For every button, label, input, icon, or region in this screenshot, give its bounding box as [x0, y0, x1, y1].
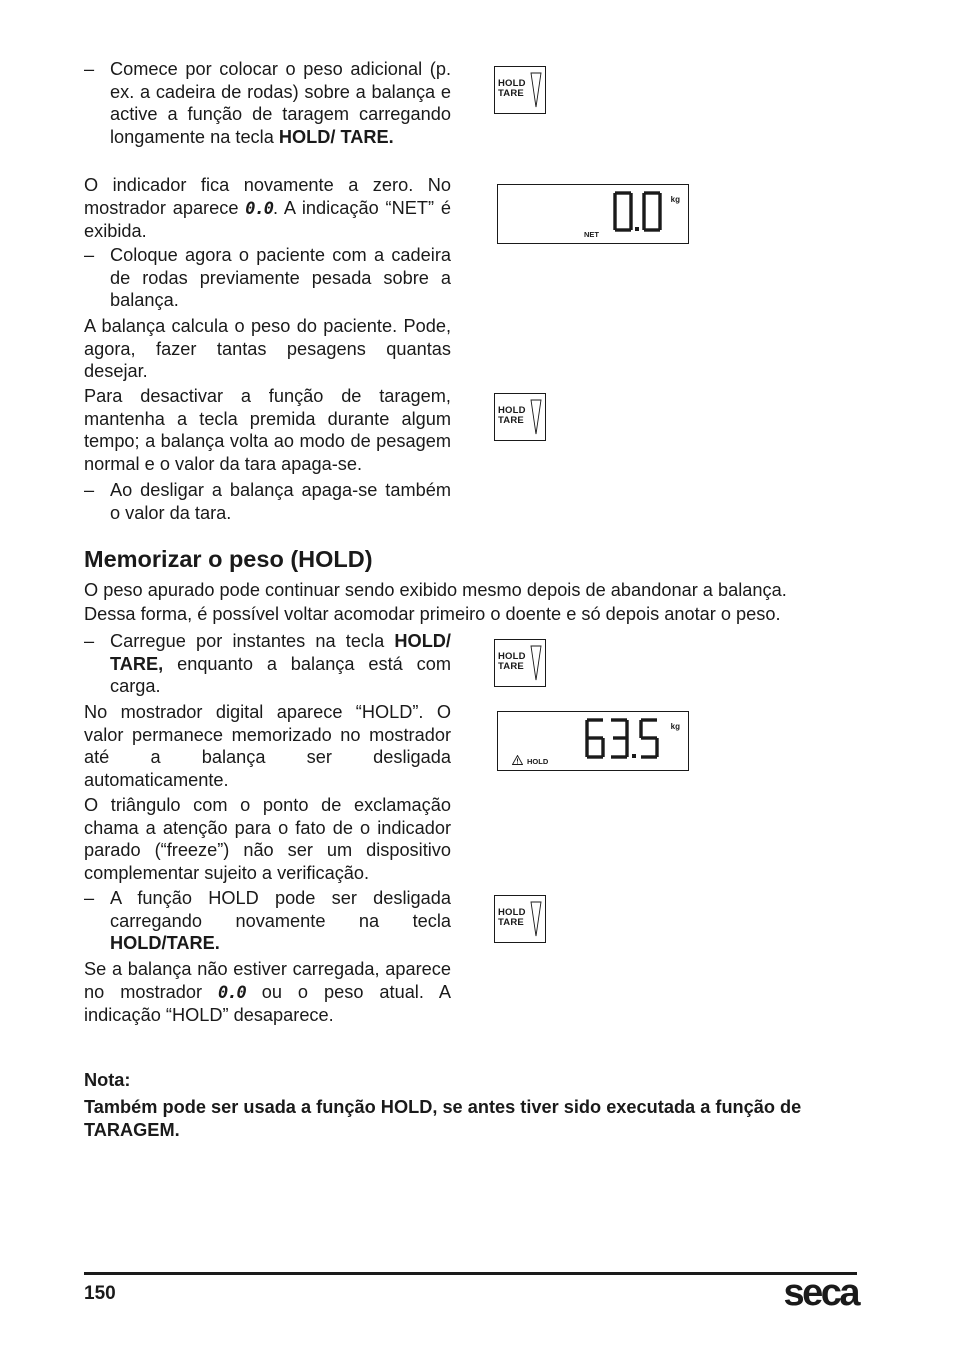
key-arrow-icon	[530, 900, 542, 938]
bullet-hold-off	[84, 887, 451, 955]
display-hold	[497, 711, 689, 771]
paragraph-triangle: O triângulo com o ponto de exclamação chama a atenção para o fato de o indicador parado (“freeze”) não ser um dispositivo complementar sujeito a verificação.	[84, 795, 451, 883]
dash: –	[84, 480, 95, 500]
key-label-hold: HOLD	[498, 405, 526, 416]
key-label-tare: TARE	[498, 88, 524, 99]
bullet-tare-activate	[84, 58, 451, 148]
hold-tare-key	[494, 639, 546, 687]
footer-rule	[84, 1272, 857, 1275]
key-arrow-icon	[530, 644, 542, 682]
paragraph-deactivate: Para desactivar a função de taragem, mantenha a tecla premida durante algum tempo; a balança volta ao modo de pesagem normal e o valor da tara apaga-se.	[84, 386, 451, 474]
bullet-text: Coloque agora o paciente com a cadeira de rodas previamente pesada sobre a balança.	[110, 245, 451, 311]
intro-line-2: Dessa forma, é possível voltar acomodar primeiro o doente e só depois anotar o peso.	[84, 604, 781, 624]
key-label-tare: TARE	[498, 917, 524, 928]
section-heading: Memorizar o peso (HOLD)	[84, 546, 373, 572]
paragraph-text: O indicador fica novamente a zero. No mostrador aparece	[84, 175, 451, 218]
digits-value	[610, 187, 670, 237]
key-label-hold: HOLD	[498, 651, 526, 662]
unit-label: kg	[670, 195, 680, 204]
bullet-place-patient	[84, 244, 451, 312]
bullet-text: Comece por colocar o peso adicional (p. ex. a cadeira de rodas) sobre a balança e active a função de taragem carregando longamente na tecla	[110, 59, 451, 147]
note-label: Nota:	[84, 1070, 131, 1090]
segment-value: 0.0	[245, 198, 273, 219]
note-text: Também pode ser usada a função HOLD, se antes tiver sido executada a função de TARAGEM.	[84, 1097, 802, 1140]
key-arrow-icon	[530, 398, 542, 436]
paragraph-text: . A indicação “NET” é exibida.	[84, 197, 451, 242]
hold-indicator: HOLD	[527, 757, 549, 766]
bullet-press-hold	[84, 630, 451, 698]
key-label-tare: TARE	[498, 661, 524, 672]
key-arrow-icon	[530, 71, 542, 109]
warning-triangle-icon	[512, 755, 523, 765]
bullet-text: enquanto a balança está com carga.	[110, 653, 451, 697]
paragraph-calculate: A balança calcula o peso do paciente. Pode, agora, fazer tantas pesagens quantas desejar.	[84, 316, 451, 382]
digits-value	[582, 714, 672, 764]
key-label-hold: HOLD	[498, 78, 526, 89]
bullet-text: A função HOLD pode ser desligada carregando novamente na tecla	[110, 888, 451, 931]
hold-tare-key	[494, 895, 546, 943]
key-name: HOLD/TARE.	[110, 933, 220, 954]
key-name: HOLD/ TARE.	[278, 126, 394, 147]
dash: –	[84, 245, 95, 265]
brand-logo: seca	[783, 1272, 858, 1314]
unit-label: kg	[670, 722, 680, 731]
paragraph-text: Se a balança não estiver carregada, aparece no mostrador	[84, 959, 451, 1002]
paragraph-not-loaded	[84, 958, 451, 1027]
paragraph-text: ou o peso atual. A indicação “HOLD” desaparece.	[84, 981, 451, 1026]
key-name: HOLD/ TARE,	[110, 631, 451, 674]
paragraph-hold-shown: No mostrador digital aparece “HOLD”. O valor permanece memorizado no mostrador até a balança ser desligada automaticamente.	[84, 702, 451, 790]
dash: –	[84, 631, 95, 651]
key-label-hold: HOLD	[498, 907, 526, 918]
dash: –	[84, 59, 95, 79]
paragraph-zero	[84, 174, 451, 243]
intro-line-1: O peso apurado pode continuar sendo exibido mesmo depois de abandonar a balança.	[84, 580, 787, 600]
dash: –	[84, 888, 95, 908]
net-indicator: NET	[584, 230, 599, 239]
bullet-text: Ao desligar a balança apaga-se também o valor da tara.	[110, 480, 451, 523]
page-number: 150	[84, 1283, 116, 1304]
display-net	[497, 184, 689, 244]
segment-value: 0.0	[218, 982, 246, 1003]
bullet-switch-off	[84, 479, 451, 524]
hold-tare-key	[494, 393, 546, 441]
bullet-text: Carregue por instantes na tecla	[110, 631, 395, 651]
key-label-tare: TARE	[498, 415, 524, 426]
hold-tare-key	[494, 66, 546, 114]
